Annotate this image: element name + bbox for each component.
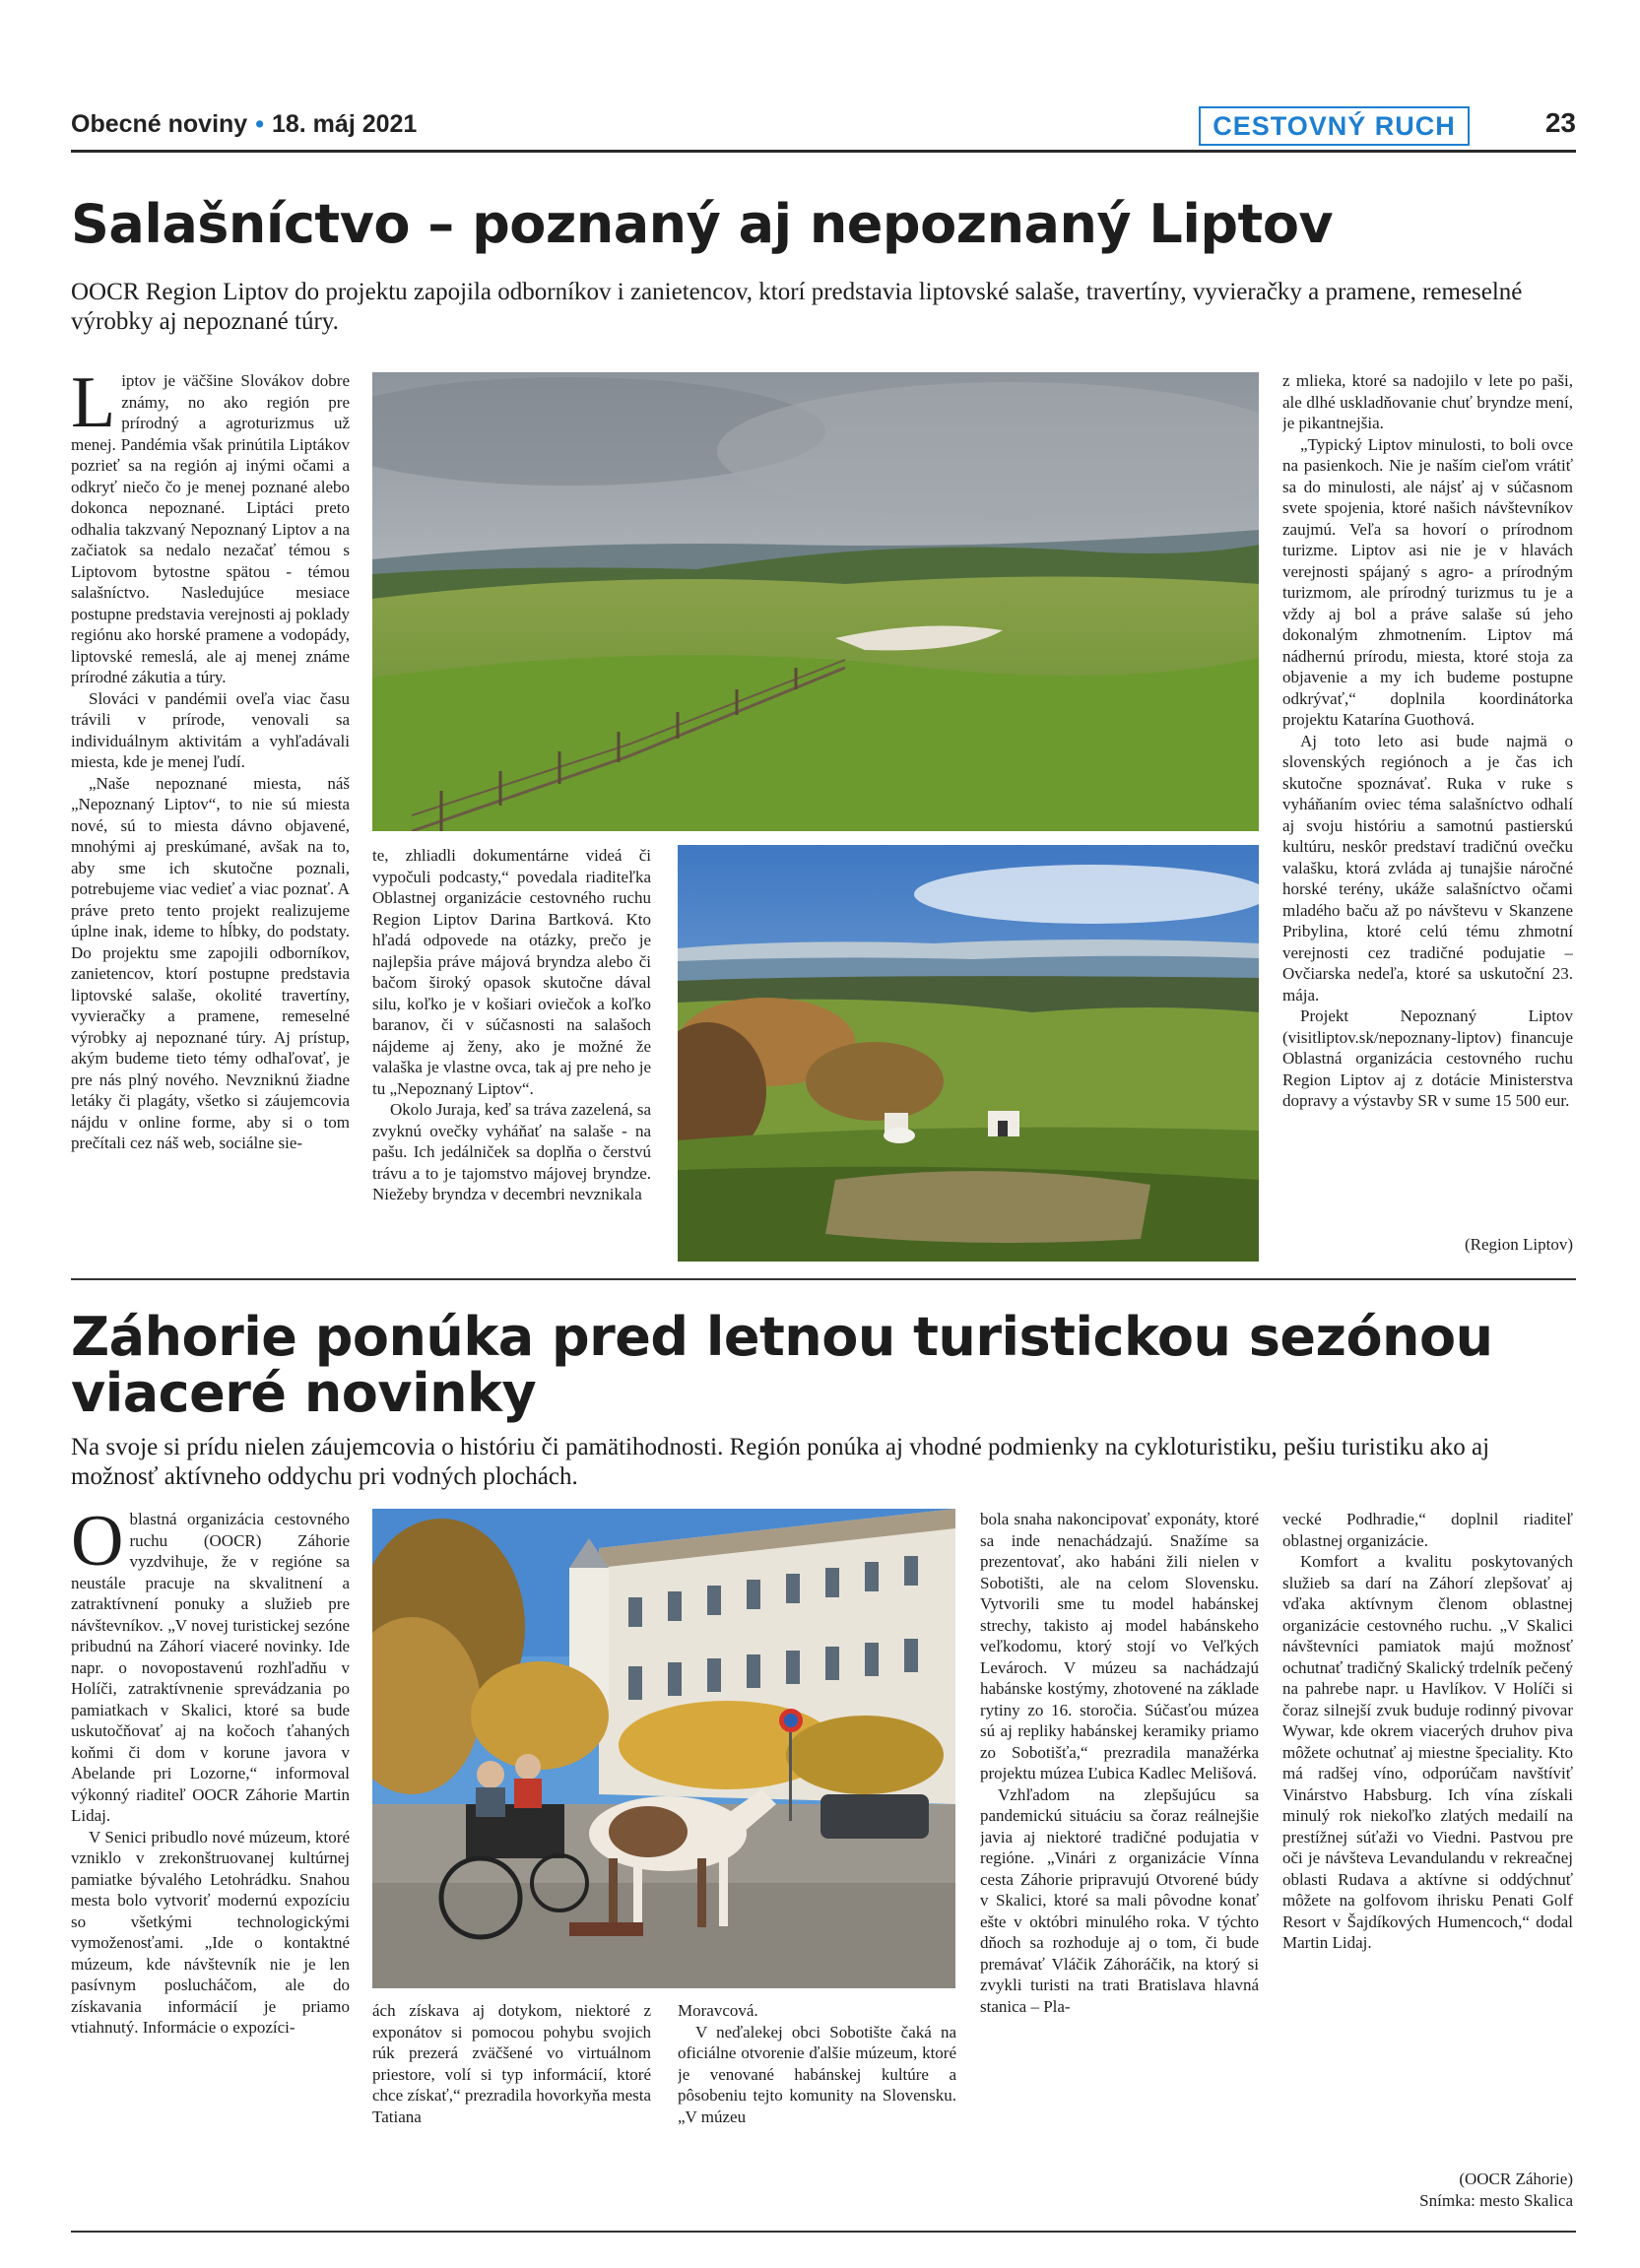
article1-title: Salašníctvo – poznaný aj nepoznaný Liptov — [71, 193, 1334, 255]
photo-sheepdog-meadow — [678, 845, 1259, 1262]
article1-column-3 — [1282, 370, 1573, 1262]
paragraph: ách získava aj dotykom, niektoré z exponátov si pomocou pohybu svojich rúk prezerá zväčšené vo virtuálnom priestore, volí si typ informácií, ktoré chce získať,“ prezradila hovorkyňa mesta Tatiana — [372, 2001, 651, 2126]
paragraph: Komfort a kvalitu poskytovaných služieb sa darí na Záhorí zlepšovať aj vďaka aktívnym členom oblastnej organizácie cestovného ruchu. „V Skalici návštevníci pamiatok majú možnosť ochutnať tradičný Skalický trdelník pečený na pahrebe napr. u Havlíkov. V Holíči si čoraz silnejší zvuk buduje rodinný pivovar Wywar, kde okrem viacerých druhov piva môžete ochutnať aj miestne špeciality. Kto má radšej víno, odporúčam navštíviť Vinárstvo Habsburg. Ich vína získali minulý rok niekoľko zlatých medailí na prestížnej súťaži vo Viedni. Pastvou pre oči je návšteva Levandulandu v rekreačnej oblasti Rudava a aktívne si oddýchnuť môžete na golfovom ihrisku Penati Golf Resort v Šajdíkových Humencoch,“ dodal Martin Lidaj. — [1282, 1552, 1573, 1952]
paragraph: vecké Podhradie,“ doplnil riaditeľ oblastnej organizácie. — [1282, 1510, 1573, 1550]
paragraph: Slováci v pandémii oveľa viac času trávili v prírode, venovali sa individuálnym aktivitám a vyhľadávali miesta, kde je menej ľudí. — [71, 688, 350, 771]
paragraph: „Typický Liptov minulosti, to boli ovce na pasienkoch. Nie je naším cieľom vrátiť sa do minulosti, ale nájsť aj v súčasnom svete spojenia, ktoré našich návštevníkov zaujmú. Veľa sa hovorí o prírodnom turizme. Liptov asi nie je v hlavách verejnosti spájaný s agro- a prírodným turizmom, ale prírodný turizmus tu je a vždy aj bol a práve salaše sú jeho dokonalým zhmotnením. Liptov má nádhernú prírodu, miesta, ktoré stoja za objavenie a my ich budeme postupne odkrývať,“ doplnila koordinátorka projektu Katarína Guothová. — [1282, 434, 1573, 729]
article2-dropcap: O — [71, 1509, 124, 1582]
photo-liptov-pasture — [372, 372, 1259, 831]
masthead — [71, 110, 417, 139]
paper-name: Obecné noviny — [71, 110, 248, 138]
photo-horse-carriage-skalica — [372, 1509, 955, 1988]
article1-credit: (Region Liptov) — [1464, 1235, 1573, 1254]
article2-column-4 — [980, 1509, 1259, 2218]
issue-date: 18. máj 2021 — [271, 110, 418, 138]
page-number: 23 — [1544, 107, 1576, 138]
article2-credit-author: (OOCR Záhorie) — [1459, 2170, 1573, 2188]
header-rule — [71, 150, 1576, 153]
paragraph: Projekt Nepoznaný Liptov (visitliptov.sk/nepoznany-liptov) financuje Oblastná organizácia cestovného ruchu Region Liptov aj z dotácie Ministerstva dopravy a výstavby SR v sume 15 500 eur. — [1282, 1006, 1573, 1110]
paragraph: bola snaha nakoncipovať exponáty, ktoré sa inde nenachádzajú. Snažíme sa prezentovať, ako habáni žili nielen v Sobotišti, ale na celom Slovensku. Vytvorili sme tu model habánskej strechy, takisto aj model habánskeho veľkodomu, ktorý stojí vo Veľkých Levároch. V múzeu sa nachádzajú habánske kostýmy, zhotovené na základe rytiny zo 16. storočia. Súčasťou múzea sú aj repliky habánskej keramiky priamo zo Sobotišťa,“ prezradila manažérka projektu múzea Ľubica Kadlec Melišová. — [980, 1510, 1259, 1782]
section-label: CESTOVNÝ RUCH — [1199, 106, 1470, 146]
article1-lead: OOCR Region Liptov do projektu zapojila odborníkov i zanietencov, ktorí predstavia liptovské salaše, travertíny, vyvieračky a pramene, remeselné výrobky aj nepoznané túry. — [71, 279, 1523, 335]
article2-title: Záhorie ponúka pred letnou turistickou sezónou viaceré novinky — [71, 1306, 1493, 1424]
paragraph: te, zhliadli dokumentárne videá či vypočuli podcasty,“ povedala riaditeľka Oblastnej organizácie cestovného ruchu Region Liptov Darina Bartková. Kto hľadá odpovede na otázky, prečo je najlepšia práve májová bryndza alebo či bačom široký opasok skutočne dával silu, koľko je v košiari oviečok a koľko baranov, či v súčasnosti na salašoch nájdeme aj ženy, ako je možné že valaška je vlastne ovca, tak aj pre neho je tu „Nepoznaný Liptov“. — [372, 846, 651, 1098]
article1-dropcap: L — [71, 370, 116, 443]
article1-column-1 — [71, 370, 350, 1262]
article2-column-5 — [1282, 1509, 1573, 2159]
article2-column-3 — [678, 2000, 956, 2218]
page-bottom-rule — [71, 2231, 1576, 2233]
article1-column-2 — [372, 845, 651, 1262]
article2-column-2 — [372, 2000, 651, 2218]
paragraph: „Naše nepoznané miesta, náš „Nepoznaný Liptov“, to nie sú miesta nové, sú to miesta dávno objavené, mnohými aj preskúmané, avšak na to, aby sme ich skutočne poznali, potrebujeme viac vedieť a viac poznať. A práve preto tento projekt realizujeme úplne inak, ideme to hĺbky, do podstaty. Do projektu sme zapojili odborníkov, zanietencov, ktorí postupne predstavia liptovské salaše, okolité travertíny, vyvieračky a pramene, remeselné výrobky aj nepoznané túry. Aj prístup, akým budeme tieto témy odhaľovať, je pre nás plný nového. Nevzniknú žiadne letáky či plagáty, všetko si záujemcovia nájdu v online forme, aby si o tom prečítali cez náš web, sociálne sie- — [71, 773, 350, 1152]
paragraph: Okolo Juraja, keď sa tráva zazelená, sa zvyknú ovečky vyháňať na salaše - na pašu. Ich jedálniček sa doplňa o čerstvú trávu a to je tajomstvo májovej bryndze. Niežeby bryndza v decembri nevznikala — [372, 1100, 651, 1203]
paragraph: z mlieka, ktoré sa nadojilo v lete po paši, ale dlhé uskladňovanie chuť bryndze mení, je pikantnejšia. — [1282, 371, 1573, 432]
paragraph: iptov je väčšine Slovákov dobre známy, no ako región pre prírodný a agroturizmus už menej. Pandémia však prinútila Liptákov pozrieť sa na región aj inými očami a odkryť niečo čo je menej poznané alebo dokonca nepoznané. Liptáci preto odhalia takzvaný Nepoznaný Liptov a na začiatok sa nedalo nezačať témou s Liptovom bytostne spätou - témou salašníctvo. Nasledujúce mesiace postupne predstavia verejnosti aj poklady regiónu ako horské pramene a vodopády, liptovské remeslá, ale aj menej známe prírodné zákutia a túry. — [71, 371, 350, 686]
article2-lead: Na svoje si prídu nielen záujemcovia o históriu či pamätihodnosti. Región ponúka aj vhodné podmienky na cykloturistiku, pešiu turistiku ako aj možnosť aktívneho oddychu pri vodných plochách. — [71, 1434, 1490, 1490]
paragraph: Moravcová. — [678, 2001, 758, 2020]
page-header — [71, 106, 1576, 146]
article2-credit-photo: Snímka: mesto Skalica — [1419, 2191, 1573, 2210]
paragraph: V neďalekej obci Sobotište čaká na oficiálne otvorenie ďalšie múzeum, ktoré je venované habánskej kultúre a pôsobeniu tejto komunity na Slovensku. „V múzeu — [678, 2022, 956, 2126]
separator-dot: • — [255, 110, 264, 138]
paragraph: V Senici pribudlo nové múzeum, ktoré vzniklo v zrekonštruovanej kultúrnej pamiatke bývalého Letohrádku. Snahou mesta bolo vytvoriť modernú expozíciu so všetkými technologickými vymoženosťami. „Ide o kontaktné múzeum, kde návštevník nie je len pasívnym poslucháčom, ale do získavania informácií je priamo vtiahnutý. Informácie o expozíci- — [71, 1827, 350, 2037]
article-divider — [71, 1278, 1576, 1280]
paragraph: blastná organizácia cestovného ruchu (OOCR) Záhorie vyzdvihuje, že v regióne sa neustále pracuje na skvalitnení a zatraktívnení ponuky a služieb pre návštevníkov. „V novej turistickej sezóne pribudnú na Záhorí viaceré novinky. Ide napr. o novopostavenú rozhľadňu v Holíči, zatraktívnenie sprevádzania po pamiatkach v Skalici, ktoré sa bude uskutočňovať aj na kočoch ťahaných koňmi či dom v korune javora v Abelande pri Lozorne,“ informoval výkonný riaditeľ OOCR Záhorie Martin Lidaj. — [71, 1510, 350, 1825]
paragraph: Vzhľadom na zlepšujúcu sa pandemickú situáciu sa čoraz reálnejšie javia aj niektoré tradičné podujatia v regióne. „Vinári z organizácie Vínna cesta Záhorie pripravujú Otvorené búdy v Skalici, ktoré sa mali pôvodne konať ešte v októbri minulého roka. V týchto dňoch sa rozhoduje aj o tom, či bude premávať Vláčik Záhoráčik, na ktorý si zvykli turisti na trati Bratislava hlavná stanica – Pla- — [980, 1784, 1259, 2016]
article2-column-1 — [71, 1509, 350, 2218]
paragraph: Aj toto leto asi bude najmä o slovenských regiónoch a je čas ich skutočne spoznávať. Ruka v ruke s vyháňaním oviec téma salašníctvo odhalí aj svoju históriu a samotnú pastierskú kultúru, neskôr predstaví tradičnú ovečku valašku, ktorá zvláda aj tunajšie náročné horské terény, ukáže salašníctvo očami mladého baču až po návštevu v Skanzene Pribylina, ktoré celú tému zhmotní verejnosti cez tradičné podujatie – Ovčiarska nedeľa, ktoré sa uskutoční 23. mája. — [1282, 731, 1573, 1004]
